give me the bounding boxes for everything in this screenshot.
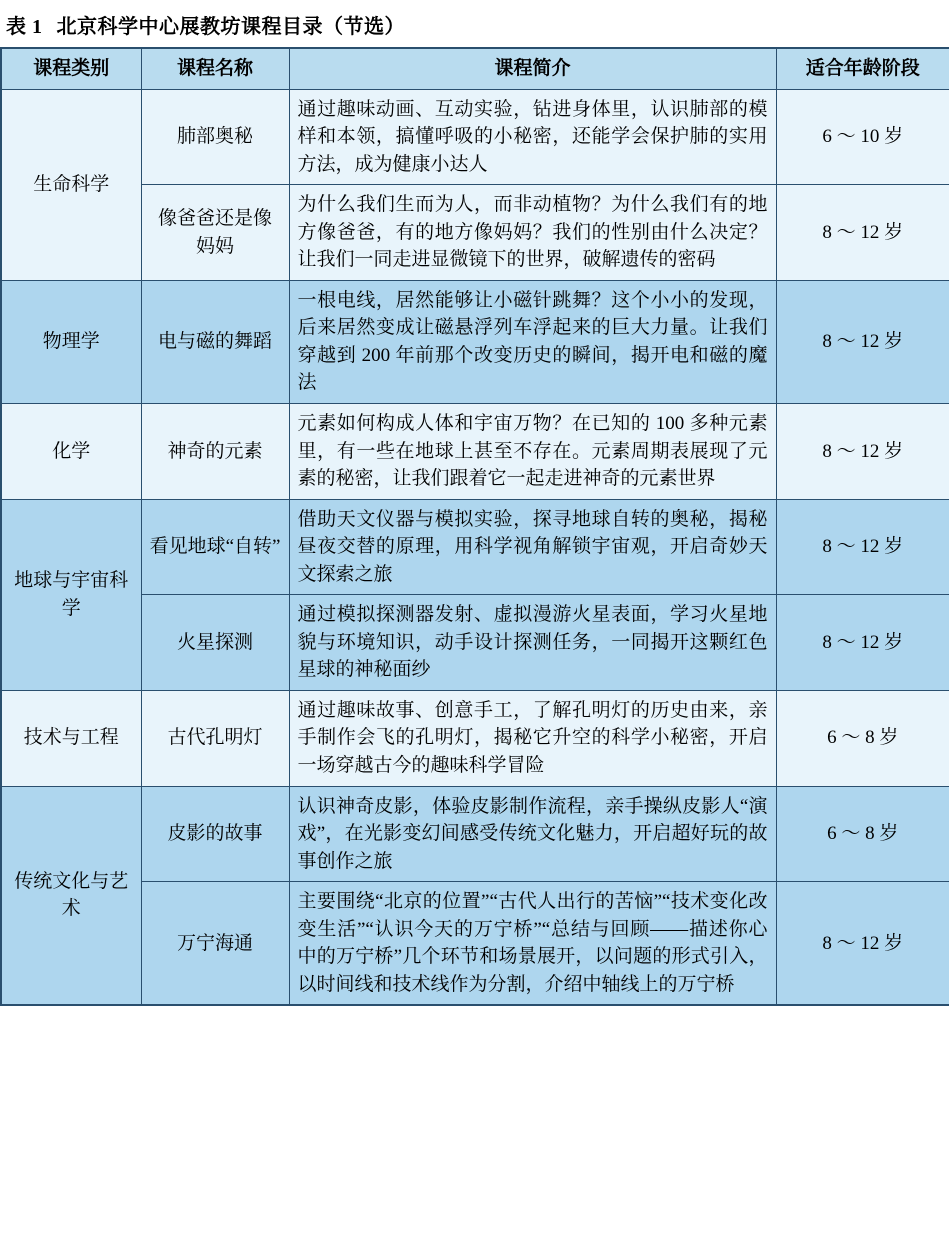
cell-course-intro: 通过模拟探测器发射、虚拟漫游火星表面，学习火星地貌与环境知识，动手设计探测任务，一同揭开这颗红色星球的神秘面纱: [289, 595, 776, 691]
table-head: [1, 48, 949, 89]
table-caption: [0, 8, 949, 47]
cell-age-range: 6 ～ 8 岁: [776, 786, 949, 882]
column-header-course-name: 课程名称: [141, 48, 289, 89]
cell-course-name: 电与磁的舞蹈: [141, 280, 289, 403]
cell-course-name: 古代孔明灯: [141, 690, 289, 786]
cell-course-name: 肺部奥秘: [141, 89, 289, 185]
cell-course-name: 皮影的故事: [141, 786, 289, 882]
table-body: [1, 89, 949, 1005]
column-header-course-intro: 课程简介: [289, 48, 776, 89]
cell-course-name: 像爸爸还是像妈妈: [141, 185, 289, 281]
table-caption-title: 北京科学中心展教坊课程目录（节选）: [56, 16, 405, 38]
table-caption-number: 表 1: [6, 16, 43, 38]
cell-course-intro: 借助天文仪器与模拟实验，探寻地球自转的奥秘，揭秘昼夜交替的原理，用科学视角解锁宇宙观，开启奇妙天文探索之旅: [289, 499, 776, 595]
cell-course-intro: 一根电线，居然能够让小磁针跳舞？这个小小的发现，后来居然变成让磁悬浮列车浮起来的巨大力量。让我们穿越到 200 年前那个改变历史的瞬间，揭开电和磁的魔法: [289, 280, 776, 403]
cell-course-intro: 通过趣味动画、互动实验，钻进身体里，认识肺部的模样和本领，搞懂呼吸的小秘密，还能学会保护肺的实用方法，成为健康小达人: [289, 89, 776, 185]
column-header-category: 课程类别: [1, 48, 141, 89]
cell-course-intro: 主要围绕“北京的位置”“古代人出行的苦恼”“技术变化改变生活”“认识今天的万宁桥”“总结与回顾——描述你心中的万宁桥”几个环节和场景展开，以问题的形式引入，以时间线和技术线作为分割，介绍中轴线上的万宁桥: [289, 882, 776, 1006]
cell-course-intro: 元素如何构成人体和宇宙万物？在已知的 100 多种元素里，有一些在地球上甚至不存在。元素周期表展现了元素的秘密，让我们跟着它一起走进神奇的元素世界: [289, 404, 776, 500]
table-row: [1, 786, 949, 882]
cell-course-intro: 认识神奇皮影，体验皮影制作流程，亲手操纵皮影人“演戏”，在光影变幻间感受传统文化魅力，开启超好玩的故事创作之旅: [289, 786, 776, 882]
cell-category: 地球与宇宙科学: [1, 499, 141, 690]
cell-course-intro: 为什么我们生而为人，而非动植物？为什么我们有的地方像爸爸，有的地方像妈妈？我们的性别由什么决定？让我们一同走进显微镜下的世界，破解遗传的密码: [289, 185, 776, 281]
cell-age-range: 6 ～ 8 岁: [776, 690, 949, 786]
table-header-row: [1, 48, 949, 89]
cell-age-range: 8 ～ 12 岁: [776, 499, 949, 595]
cell-course-name: 神奇的元素: [141, 404, 289, 500]
cell-category: 传统文化与艺术: [1, 786, 141, 1005]
column-header-age-range: 适合年龄阶段: [776, 48, 949, 89]
table-row: [1, 185, 949, 281]
cell-age-range: 6 ～ 10 岁: [776, 89, 949, 185]
cell-age-range: 8 ～ 12 岁: [776, 882, 949, 1006]
table-row: [1, 89, 949, 185]
table-row: [1, 690, 949, 786]
table-row: [1, 404, 949, 500]
table-row: [1, 280, 949, 403]
cell-course-name: 看见地球“自转”: [141, 499, 289, 595]
cell-course-name: 万宁海通: [141, 882, 289, 1006]
table-row: [1, 595, 949, 691]
cell-category: 物理学: [1, 280, 141, 403]
cell-course-name: 火星探测: [141, 595, 289, 691]
cell-category: 化学: [1, 404, 141, 500]
cell-age-range: 8 ～ 12 岁: [776, 595, 949, 691]
cell-category: 技术与工程: [1, 690, 141, 786]
cell-course-intro: 通过趣味故事、创意手工，了解孔明灯的历史由来，亲手制作会飞的孔明灯，揭秘它升空的科学小秘密，开启一场穿越古今的趣味科学冒险: [289, 690, 776, 786]
cell-age-range: 8 ～ 12 岁: [776, 404, 949, 500]
cell-age-range: 8 ～ 12 岁: [776, 280, 949, 403]
table-row: [1, 882, 949, 1006]
cell-category: 生命科学: [1, 89, 141, 280]
course-catalog-table: [0, 47, 949, 1006]
cell-age-range: 8 ～ 12 岁: [776, 185, 949, 281]
table-row: [1, 499, 949, 595]
